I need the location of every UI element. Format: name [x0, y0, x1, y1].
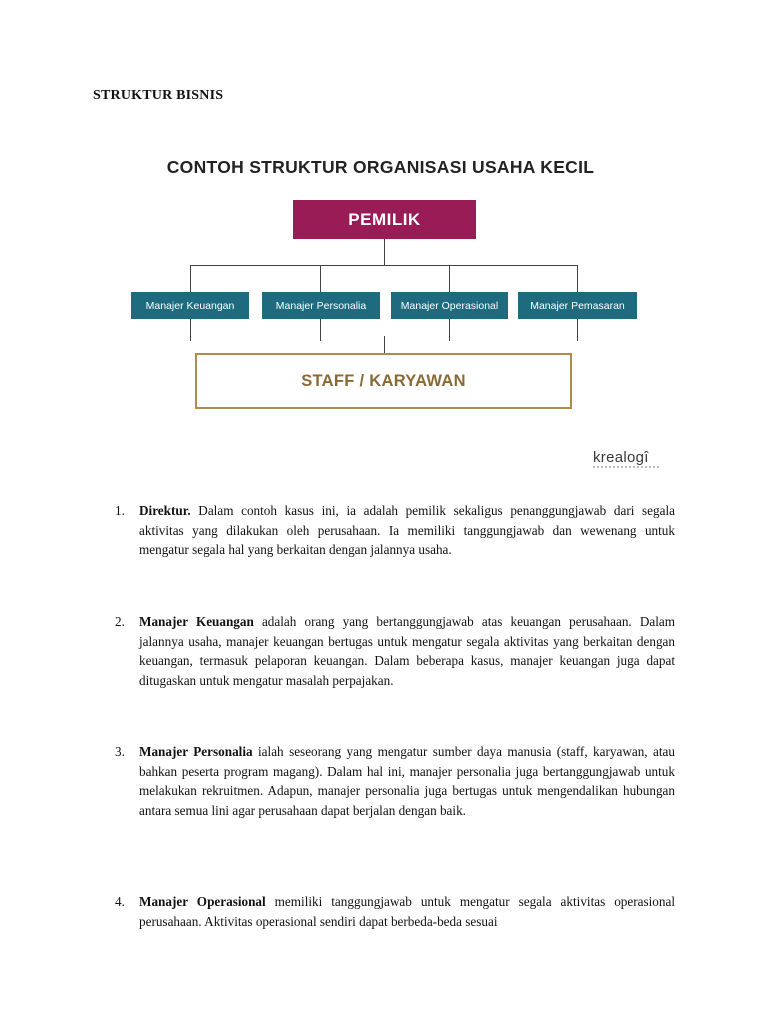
org-chart-title: CONTOH STRUKTUR ORGANISASI USAHA KECIL	[166, 157, 595, 177]
manager-drop-line	[320, 319, 321, 341]
list-term: Manajer Keuangan	[139, 614, 254, 629]
manager-box-keuangan: Manajer Keuangan	[131, 292, 249, 319]
manager-box-pemasaran: Manajer Pemasaran	[518, 292, 637, 319]
list-number: 1.	[115, 503, 125, 518]
brand-tagline-mark	[593, 466, 659, 468]
owner-connector-line	[384, 239, 385, 266]
list-item	[115, 742, 675, 820]
list-number: 2.	[115, 614, 125, 629]
manager-connector-line	[449, 265, 450, 292]
list-term: Manajer Personalia	[139, 744, 253, 759]
list-item	[115, 892, 675, 931]
manager-box-personalia: Manajer Personalia	[262, 292, 380, 319]
manager-connector-line	[577, 265, 578, 292]
list-item	[115, 501, 675, 560]
staff-box: STAFF / KARYAWAN	[195, 353, 572, 409]
manager-connector-line	[320, 265, 321, 292]
list-number: 4.	[115, 894, 125, 909]
manager-connector-line	[190, 265, 191, 292]
horizontal-connector-line	[190, 265, 578, 266]
list-text: Dalam contoh kasus ini, ia adalah pemilik sekaligus penanggungjawab dari segala aktivitas yang dilakukan oleh perusahaan. Ia memiliki tanggungjawab dan wewenang untuk mengatur segala hal yang berkaitan dengan jalannya usaha.	[139, 503, 675, 558]
list-text: memiliki tanggungjawab untuk mengatur segala aktivitas operasional perusahaan. Aktivitas operasional sendiri dapat berbeda-beda sesuai	[139, 894, 675, 929]
manager-drop-line	[449, 319, 450, 341]
staff-connector-line	[384, 336, 385, 353]
manager-drop-line	[577, 319, 578, 341]
document-heading: STRUKTUR BISNIS	[93, 88, 224, 103]
brand-logo: krealogî	[593, 449, 649, 466]
list-number: 3.	[115, 744, 125, 759]
list-item	[115, 612, 675, 690]
list-text: adalah orang yang bertanggungjawab atas keuangan perusahaan. Dalam jalannya usaha, manajer keuangan bertugas untuk mengatur segala aktivitas yang berkaitan dengan keuangan, termasuk pelaporan keuangan. Dalam beberapa kasus, manajer keuangan juga dapat ditugaskan untuk mengatur masalah perpajakan.	[139, 614, 675, 688]
manager-drop-line	[190, 319, 191, 341]
list-text: ialah seseorang yang mengatur sumber daya manusia (staff, karyawan, atau bahkan peserta program magang). Dalam hal ini, manajer personalia juga bertanggungjawab untuk melakukan rekruitmen. Adapun, manajer personalia juga bertugas untuk mengendalikan hubungan antara semua lini agar perusahaan dapat berjalan dengan baik.	[139, 744, 675, 818]
owner-box: PEMILIK	[293, 200, 476, 239]
list-term: Direktur.	[139, 503, 191, 518]
list-term: Manajer Operasional	[139, 894, 266, 909]
manager-box-operasional: Manajer Operasional	[391, 292, 508, 319]
